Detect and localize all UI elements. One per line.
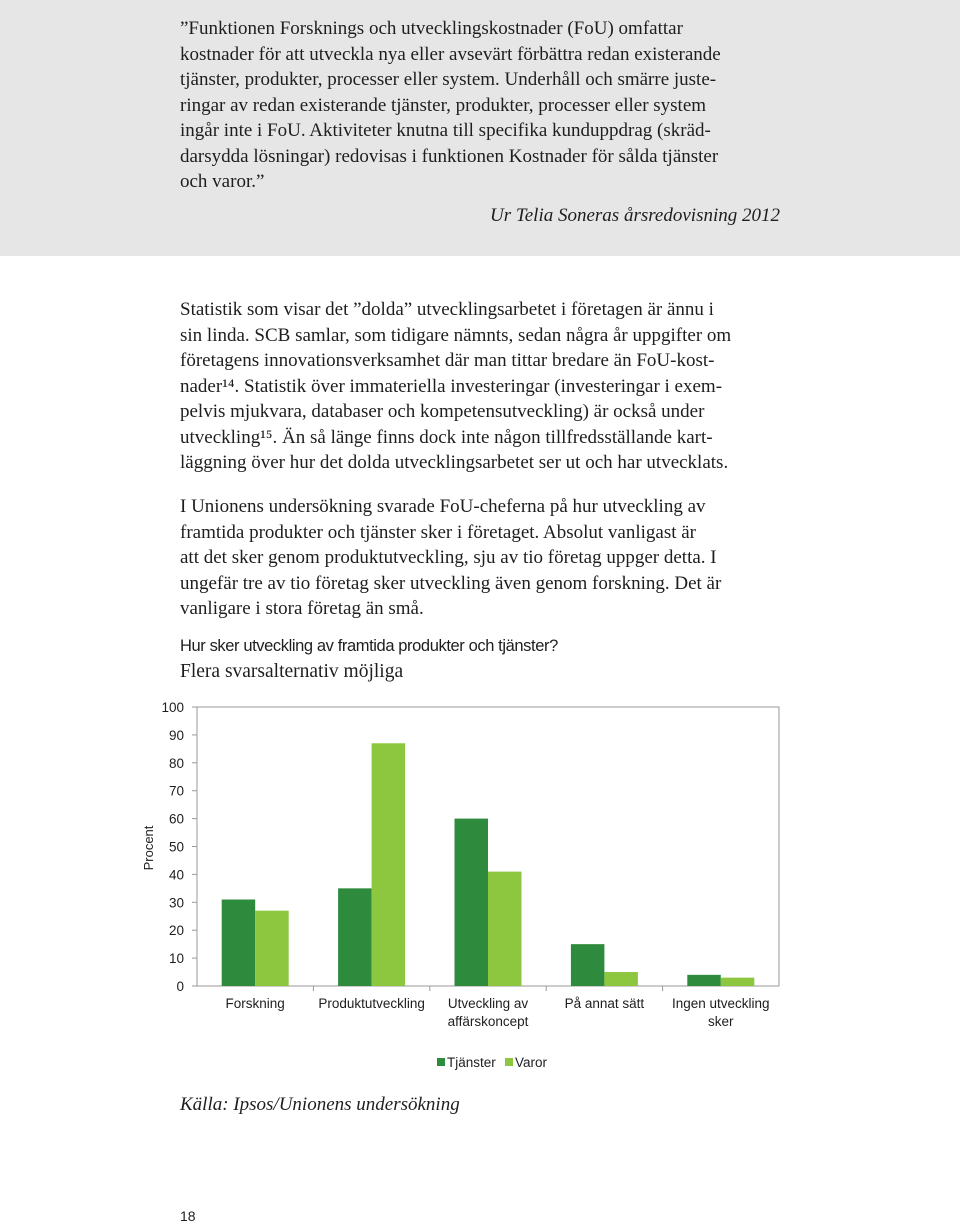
bar-tjänster (455, 819, 489, 986)
bar-chart (0, 690, 960, 1080)
bar-varor (255, 911, 289, 986)
y-tick-label: 10 (168, 951, 184, 967)
x-tick-label: affärskoncept (447, 1014, 529, 1029)
y-tick-label: 30 (168, 895, 184, 911)
y-tick-label: 60 (168, 811, 184, 827)
y-tick-label: 40 (168, 867, 184, 883)
x-tick-label: Forskning (225, 996, 285, 1011)
y-tick-label: 70 (168, 783, 184, 799)
y-tick-label: 0 (176, 979, 184, 994)
bar-tjänster (338, 888, 372, 986)
page-number: 18 (180, 1208, 196, 1224)
legend-label-varor: Varor (515, 1055, 548, 1070)
chart-title: Hur sker utveckling av framtida produkter och tjänster? (180, 637, 558, 655)
y-axis-label: Procent (141, 825, 156, 871)
x-tick-label: Produktutveckling (318, 996, 425, 1011)
bar-varor (721, 978, 755, 986)
bar-varor (604, 972, 638, 986)
source-note: Källa: Ipsos/Unionens undersökning (180, 1094, 460, 1115)
x-tick-label: Ingen utveckling (672, 996, 770, 1011)
bar-tjänster (687, 975, 721, 986)
bar-varor (372, 743, 406, 986)
y-tick-label: 80 (168, 755, 184, 771)
x-tick-label: sker (708, 1014, 734, 1029)
x-tick-label: Utveckling av (447, 996, 529, 1011)
paragraph-statistics: Statistik som visar det ”dolda” utvecklingsarbetet i företagen är ännu i sin linda. SCB samlar, som tidigare nämnts, sedan några år uppgifter om företagens innovationsverksamhet där man tittar bredare än FoU-kost- nader¹⁴. Statistik över immateriella investeringar (investeringar i exem- pelvis mjukvara, databaser och kompetensutveckling) är också under utveckling¹⁵. Än så länge finns dock inte någon tillfredsställande kart- läggning över hur det dolda utvecklingsarbetet ser ut och har utvecklats. (180, 299, 732, 473)
legend-label-tjänster: Tjänster (447, 1055, 496, 1070)
y-tick-label: 50 (168, 839, 184, 855)
legend-swatch-tjänster (437, 1058, 445, 1066)
quote-source: Ur Telia Soneras årsredovisning 2012 (490, 205, 780, 226)
x-tick-label: På annat sätt (564, 996, 645, 1011)
y-tick-label: 20 (168, 923, 184, 939)
bar-varor (488, 872, 522, 986)
legend-swatch-varor (505, 1058, 513, 1066)
y-tick-label: 100 (161, 700, 184, 715)
bar-tjänster (571, 944, 605, 986)
quote-box (0, 0, 960, 256)
quote-text: ”Funktionen Forsknings och utvecklingskostnader (FoU) omfattar kostnader för att utveckla nya eller avsevärt förbättra redan existerande tjänster, produkter, processer eller system. Underhåll och smärre juste- ringar av redan existerande tjänster, produkter, processer eller system ingår inte i FoU. Aktiviteter knutna till specifika kunduppdrag (skräd- darsydda lösningar) redovisas i funktionen Kostnader för sålda tjänster och varor.” (180, 18, 721, 192)
chart-subtitle: Flera svarsalternativ möjliga (180, 661, 404, 682)
y-tick-label: 90 (168, 727, 184, 743)
bar-tjänster (222, 900, 256, 986)
paragraph-survey: I Unionens undersökning svarade FoU-cheferna på hur utveckling av framtida produkter och tjänster sker i företaget. Absolut vanligast är att det sker genom produktutveckling, sju av tio företag uppger detta. I ungefär tre av tio företag sker utveckling även genom forskning. Det är vanligare i stora företag än små. (180, 496, 722, 619)
